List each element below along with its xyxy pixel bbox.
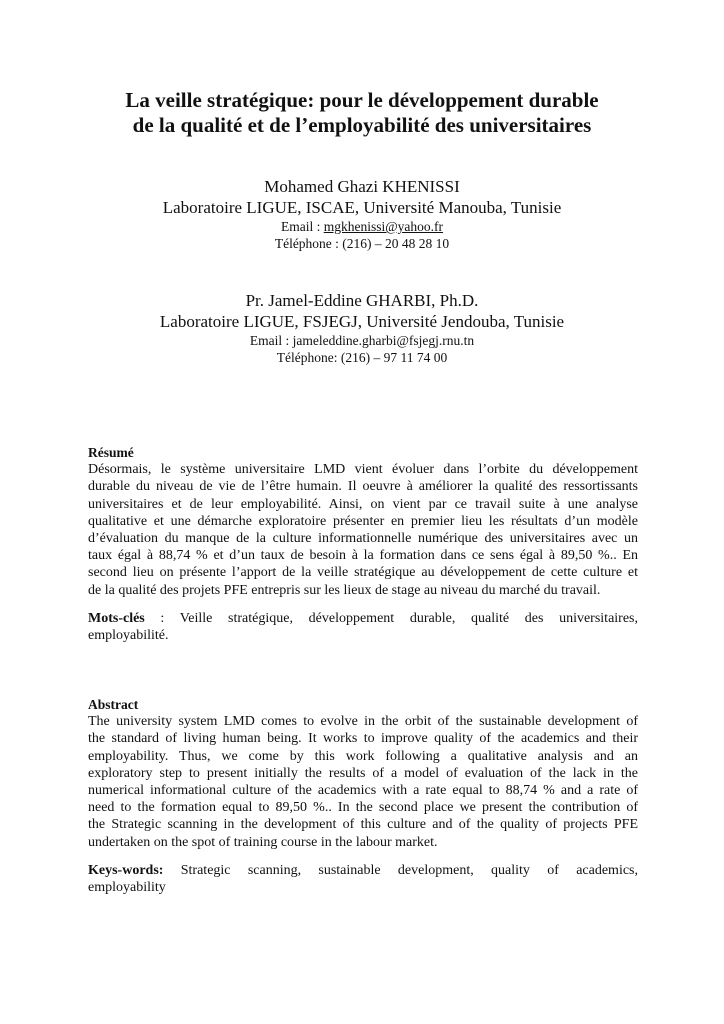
abstract-line: The university system LMD comes to evolve in the orbit of the sustainable development of xyxy=(88,714,638,730)
keywords-section xyxy=(88,862,638,896)
author-name: Mohamed Ghazi KHENISSI xyxy=(264,177,460,196)
paper-title xyxy=(60,88,664,138)
author-block-1 xyxy=(60,176,664,252)
keywords-line-2: employability xyxy=(88,880,166,896)
keywords-line xyxy=(88,862,638,879)
author-phone: Téléphone: (216) – 97 11 74 00 xyxy=(276,350,448,365)
resume-heading: Résumé xyxy=(88,445,134,460)
author-block-2 xyxy=(60,290,664,366)
abstract-line: employability. Thus, we come by this work following a qualitative analysis and an xyxy=(88,748,638,764)
abstract-line: need to the formation equal to 89,50 %.. In the second place we present the contribution of xyxy=(88,800,638,816)
resume-line: Désormais, le système universitaire LMD vient évoluer dans l’orbite du développement xyxy=(88,462,638,478)
mots-cles-section xyxy=(88,610,638,644)
mots-cles-separator: : xyxy=(144,611,180,626)
author-email-line xyxy=(60,218,664,235)
author-email: jameleddine.gharbi@fsjegj.rnu.tn xyxy=(292,333,475,348)
resume-line: universitaires et de leur employabilité. Ainsi, on vient par ce travail suite à une analyse xyxy=(88,496,638,512)
author-email-line xyxy=(60,332,664,349)
email-label: Email : xyxy=(249,333,293,348)
resume-line: taux égal à 88,74 % et d’un taux de besoin à la formation dans ce sens égal à 89,50 %.. En xyxy=(88,548,638,564)
mots-cles-text: Veille stratégique, développement durable, qualité des universitaires, xyxy=(179,611,638,626)
title-line-2: de la qualité et de l’employabilité des universitaires xyxy=(132,113,592,137)
author-affiliation: Laboratoire LIGUE, FSJEGJ, Université Jendouba, Tunisie xyxy=(159,312,565,331)
mots-cles-label: Mots-clés xyxy=(88,611,145,626)
keywords-text: Strategic scanning, sustainable development, quality of academics, xyxy=(180,863,638,878)
resume-line: de la qualité des projets PFE entrepris sur les lieux de stage au niveau du marché du travail. xyxy=(88,582,601,598)
author-affiliation: Laboratoire LIGUE, ISCAE, Université Manouba, Tunisie xyxy=(162,198,562,217)
email-label: Email : xyxy=(280,219,324,234)
abstract-section xyxy=(88,696,638,851)
resume-line: durable du niveau de vie de l’être humain. Il oeuvre à améliorer la qualité des ressortissants xyxy=(88,479,638,495)
resume-line: qualitative et une démarche exploratoire présenter en premier lieu les résultats d’un modèle xyxy=(88,513,638,529)
resume-section xyxy=(88,444,638,599)
abstract-line: exploratory step to present initially the results of a model of evaluation of the lack in the xyxy=(88,765,638,781)
author-email-link[interactable]: mgkhenissi@yahoo.fr xyxy=(323,219,444,234)
abstract-line: the Strategic scanning in the development of this culture and of the quality of projects PFE xyxy=(88,817,638,833)
abstract-line: undertaken on the spot of training course in the labour market. xyxy=(88,834,438,850)
mots-cles-line xyxy=(88,610,638,627)
keywords-label: Keys-words: xyxy=(88,863,164,878)
abstract-heading: Abstract xyxy=(88,697,139,712)
author-phone: Téléphone : (216) – 20 48 28 10 xyxy=(274,236,450,251)
author-name: Pr. Jamel-Eddine GHARBI, Ph.D. xyxy=(245,291,479,310)
abstract-line: numerical informational culture of the academics with a rate equal to 88,74 % and a rate of xyxy=(88,783,638,799)
resume-line: d’évaluation du manque de la culture informationnelle numérique des universitaires avec un xyxy=(88,531,638,547)
title-line-1: La veille stratégique: pour le développement durable xyxy=(125,88,599,112)
mots-cles-line-2: employabilité. xyxy=(88,628,169,644)
abstract-line: the standard of living human being. It works to improve quality of the academics and their xyxy=(88,731,638,747)
resume-line: second lieu on présente l’apport de la veille stratégique au développement de cette culture et xyxy=(88,565,638,581)
